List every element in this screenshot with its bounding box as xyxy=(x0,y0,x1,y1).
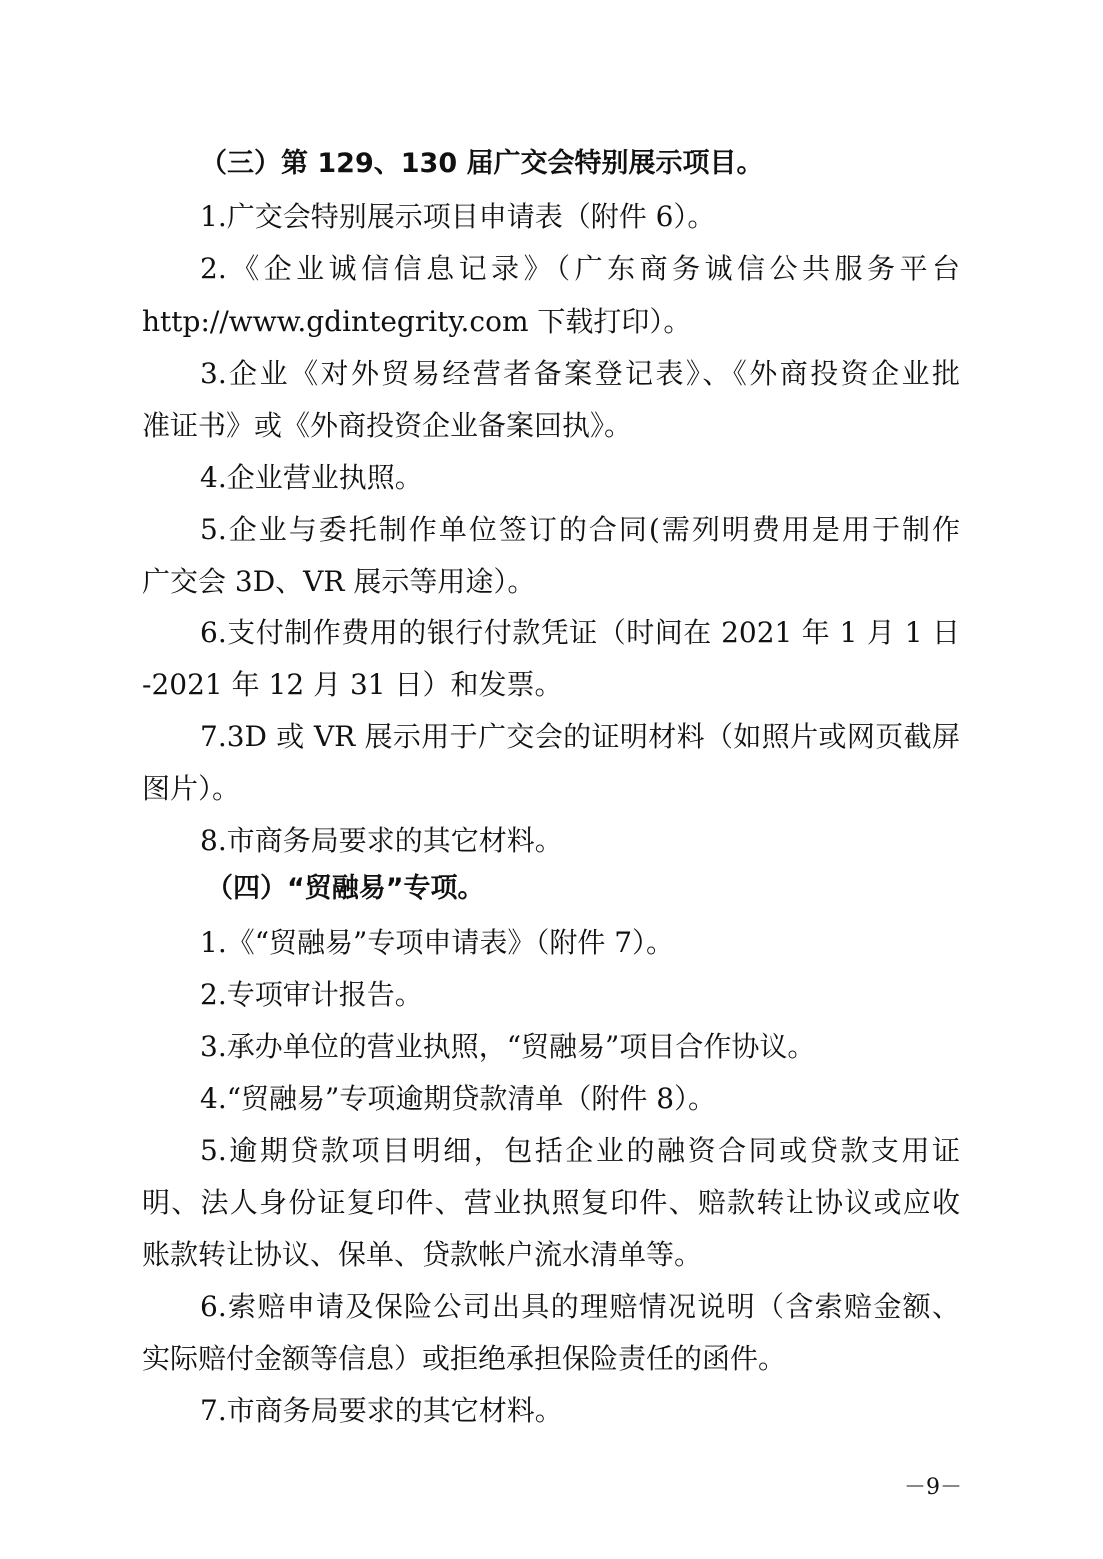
list-item: 1.《“贸融易”专项申请表》（附件 7）。 xyxy=(200,926,675,959)
list-item-continuation: -2021 年 12 月 31 日）和发票。 xyxy=(142,668,563,701)
list-item: 4.企业营业执照。 xyxy=(200,461,423,494)
list-item: 1.广交会特别展示项目申请表（附件 6）。 xyxy=(200,200,716,233)
list-item-continuation: 准证书》或《外商投资企业备案回执》。 xyxy=(142,409,633,442)
list-item: 7.3D 或 VR 展示用于广交会的证明材料（如照片或网页截屏 xyxy=(200,720,960,753)
list-item-continuation: 明、法人身份证复印件、营业执照复印件、赔款转让协议或应收 xyxy=(142,1186,960,1219)
list-item-continuation: 图片）。 xyxy=(142,772,241,805)
list-item: 5.企业与委托制作单位签订的合同(需列明费用是用于制作 xyxy=(200,513,960,546)
list-item: 7.市商务局要求的其它材料。 xyxy=(200,1394,563,1427)
list-item: 2.专项审计报告。 xyxy=(200,978,423,1011)
list-item: 4.“贸融易”专项逾期贷款清单（附件 8）。 xyxy=(200,1082,717,1115)
list-item-continuation: 广交会 3D、VR 展示等用途）。 xyxy=(142,565,536,598)
list-item-continuation: 账款转让协议、保单、贷款帐户流水清单等。 xyxy=(142,1238,703,1271)
list-item: 3.承办单位的营业执照，“贸融易”项目合作协议。 xyxy=(200,1030,816,1063)
section-heading-3: （三）第 129、130 届广交会特别展示项目。 xyxy=(200,148,764,179)
list-item: 3.企业《对外贸易经营者备案登记表》、《外商投资企业批 xyxy=(200,357,960,390)
list-item: 6.支付制作费用的银行付款凭证（时间在 2021 年 1 月 1 日 xyxy=(200,616,960,649)
list-item-continuation: http://www.gdintegrity.com 下载打印）。 xyxy=(142,305,692,338)
list-item: 2.《企业诚信信息记录》（广东商务诚信公共服务平台 xyxy=(200,252,960,285)
list-item: 5.逾期贷款项目明细，包括企业的融资合同或贷款支用证 xyxy=(200,1134,960,1167)
page-number: －9－ xyxy=(904,1475,962,1500)
list-item-continuation: 实际赔付金额等信息）或拒绝承担保险责任的函件。 xyxy=(142,1342,787,1375)
list-item: 8.市商务局要求的其它材料。 xyxy=(200,824,563,857)
list-item: 6.索赔申请及保险公司出具的理赔情况说明（含索赔金额、 xyxy=(200,1290,960,1323)
section-heading-4: （四）“贸融易”专项。 xyxy=(206,873,485,904)
